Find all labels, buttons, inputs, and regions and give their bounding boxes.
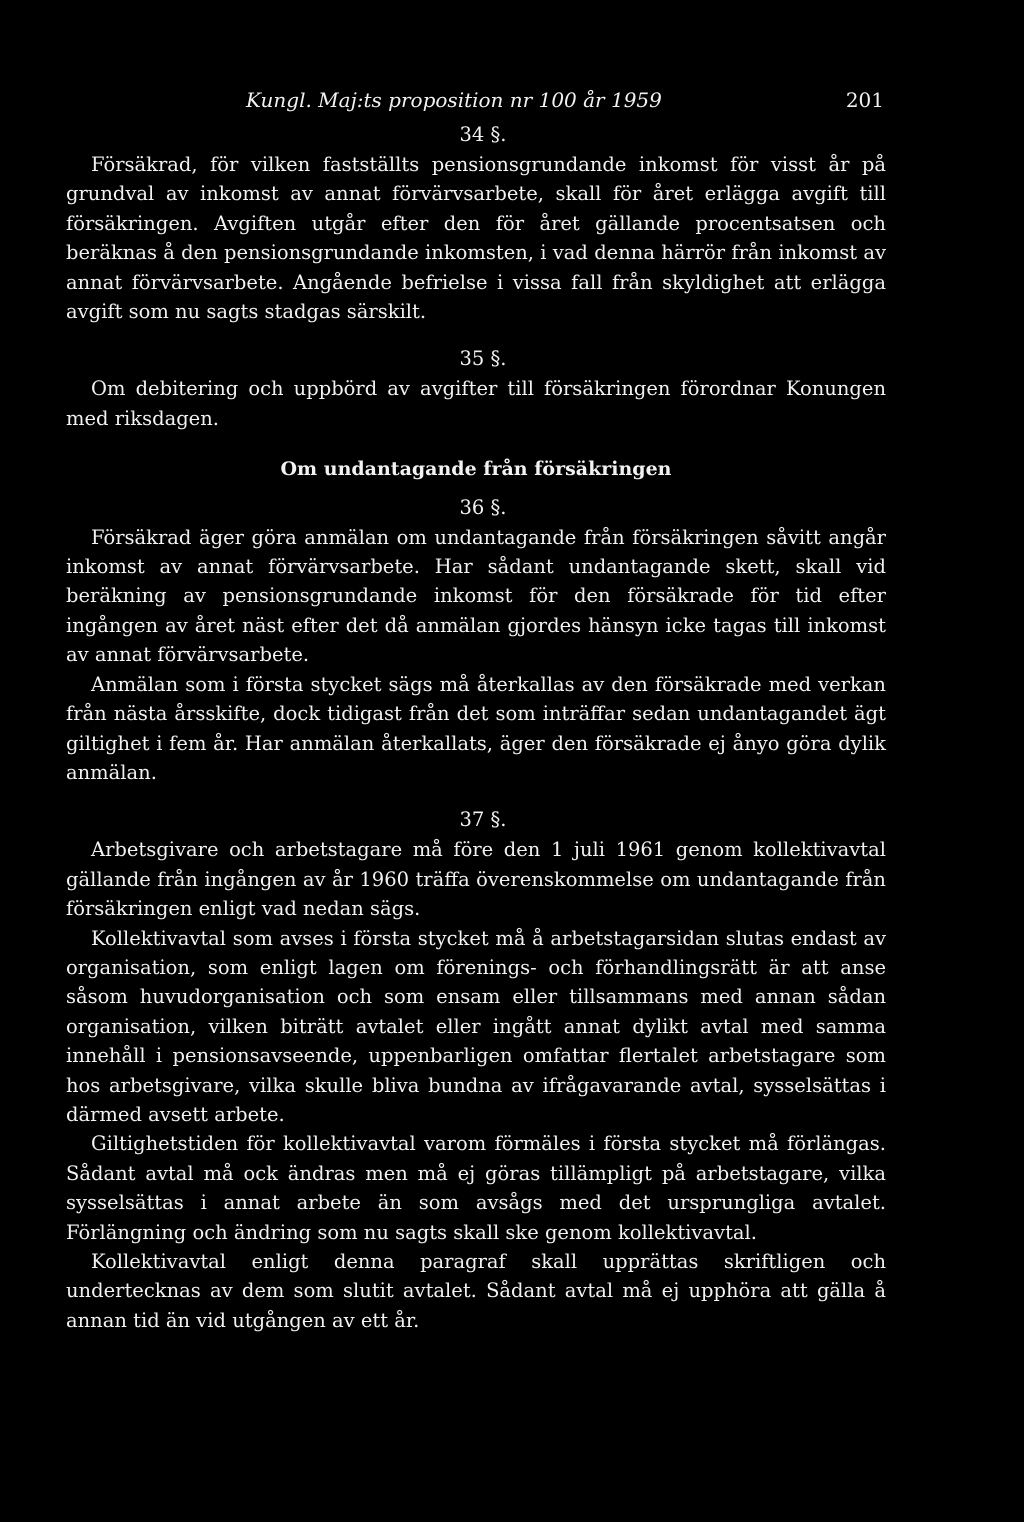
section-37-paragraph-1: Arbetsgivare och arbetstagare må före den 1 juli 1961 genom kollektivavtal gällande från ingången av år 1960 träffa överenskommelse om undantagande från försäkringen enligt vad nedan sägs. — [66, 838, 886, 921]
section-34 — [66, 120, 886, 326]
section-35-number: 35 §. — [459, 347, 507, 371]
section-35 — [66, 344, 886, 433]
section-37-paragraph-2: Kollektivavtal som avses i första stycket må å arbetstagarsidan slutas endast av organisation, som enligt lagen om förenings- och förhandlingsrätt är att anse såsom huvudorganisation och som ensam eller tillsammans med annan sådan organisation, vilken biträtt avtalet eller ingått annat dylikt avtal med samma innehåll i pensionsavseende, uppenbarligen omfattar flertalet arbetstagare som hos arbetsgivare, vilka skulle bliva bundna av ifrågavarande avtal, sysselsättas i därmed avsett arbete. — [66, 926, 886, 1126]
section-37-paragraph-4: Kollektivavtal enligt denna paragraf skall upprättas skriftligen och undertecknas av dem som slutit avtalet. Sådant avtal må ej upphöra att gälla å annan tid än vid utgången av ett år. — [66, 1250, 886, 1332]
section-37-paragraph-3: Giltighetstiden för kollektivavtal varom förmäles i första stycket må förlängas. Sådant avtal må ock ändras men må ej göras tillämpligt på arbetstagare, vilka sysselsättas i annat arbete än som avsågs med det ursprungliga avtalet. Förlängning och ändring som nu sagts skall ske genom kollektivavtal. — [66, 1132, 886, 1244]
section-35-paragraph-1: Om debitering och uppbörd av avgifter till försäkringen förordnar Konungen med riksdagen. — [66, 377, 886, 430]
section-heading: Om undantagande från försäkringen — [280, 458, 672, 481]
section-34-number: 34 §. — [459, 123, 507, 146]
running-title: Kungl. Maj:ts proposition nr 100 år 1959 — [246, 88, 662, 112]
section-36-number: 36 §. — [459, 495, 507, 519]
section-36-paragraph-2: Anmälan som i första stycket sägs må återkallas av den försäkrade med verkan från nästa årsskifte, dock tidigast från det som inträffar sedan undantagandet ägt giltighet i fem år. Har anmälan återkallats, äger den försäkrade ej ånyo göra dylik anmälan. — [66, 672, 886, 784]
document-page — [66, 84, 886, 1335]
section-37 — [66, 805, 886, 1335]
page-number: 201 — [845, 88, 884, 112]
page-header — [66, 84, 886, 120]
section-36-paragraph-1: Försäkrad äger göra anmälan om undantagande från försäkringen såvitt angår inkomst av annat förvärvsarbete. Har sådant undantagande skett, skall vid beräkning av pensionsgrundande inkomst för den försäkrade för tid efter ingången av året näst efter det då anmälan gjordes hänsyn icke tagas till inkomst av annat förvärvsarbete. — [66, 525, 886, 667]
section-34-paragraph-1: Försäkrad, för vilken fastställts pensionsgrundande inkomst för visst år på grundval av inkomst av annat förvärvsarbete, skall för året erlägga avgift till försäkringen. Avgiften utgår efter den för året gällande procentsatsen och beräknas å den pensionsgrundande inkomsten, i vad denna härrör från inkomst av annat förvärvsarbete. Angående befrielse i vissa fall från skyldighet att erlägga avgift som nu sagts stadgas särskilt. — [66, 153, 886, 324]
section-36 — [66, 493, 886, 788]
section-37-number: 37 §. — [459, 808, 507, 832]
